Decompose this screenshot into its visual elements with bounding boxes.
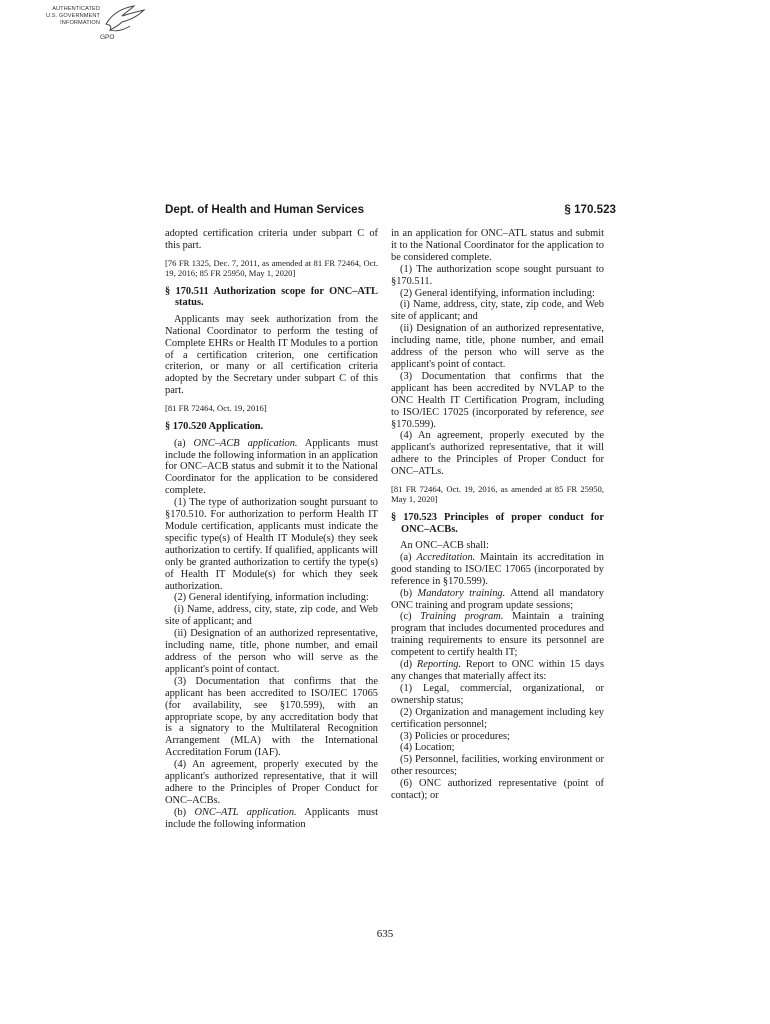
paragraph: (2) General identifying, information including: [400,287,595,299]
paragraph: (3) Policies or procedures; [400,730,510,742]
auth-line: INFORMATION [60,20,100,26]
source-note: [76 FR 1325, Dec. 7, 2011, as amended at 81 FR 72464, Oct. 19, 2016; 85 FR 25950, May 1, 2020] [165,257,378,278]
paragraph: (2) Organization and management including key certification personnel; [391,706,604,730]
see-reference: see [590,406,604,418]
text: Report to ONC within 15 days any changes that materially affect its: [391,659,604,682]
text: Maintain a training program that includes documented procedures and training requirements to ensure its personnel are competent to certify health IT; [391,611,604,659]
agency-name: Dept. of Health and Human Services [165,203,365,216]
auth-line: U.S. GOVERNMENT [45,13,100,19]
paragraph: (1) Legal, commercial, organizational, or ownership status; [391,682,604,706]
paragraph: (2) General identifying, information including: [174,592,369,604]
paragraph: (1) The type of authorization sought pursuant to §170.510. For authorization to perform Health IT Module certification, applicants must indicate the specific type(s) of Health IT Module(s) they seek authorization to certify. If qualified, applicants will only be granted authorization to certify the type(s) of Health IT Module(s) for which they seek authorization. [165,497,378,592]
paragraph [391,371,604,431]
text: Applicants must include the following information in an application for ONC–ACB status and submit it to the National Coordinator for the application to be considered complete. [165,437,378,497]
source-note: [81 FR 72464, Oct. 19, 2016, as amended at 85 FR 25950, May 1, 2020] [391,484,604,505]
paragraph: adopted certification criteria under subpart C of this part. [165,228,378,251]
text: Applicants must include the following information [165,806,378,830]
label: (d) [400,659,413,671]
paragraph: An ONC–ACB shall: [400,540,489,552]
paragraph [391,588,604,612]
paragraph: (6) ONC authorized representative (point of contact); or [391,778,604,802]
eagle-icon [104,4,148,36]
text: (3) Documentation that confirms that the applicant has been accredited by NVLAP to the ONC Health IT Certification Program, including to ISO/IEC 17025 (incorporated by reference, [391,370,604,418]
left-column [165,228,378,831]
paragraph: (4) An agreement, properly executed by the applicant's authorized representative, that it will adhere to the Principles of Proper Conduct for ONC–ATLs. [391,430,604,478]
paragraph [165,438,378,498]
paragraph-title: Reporting. [416,659,462,671]
authentication-text [8,6,100,27]
label: (b) [174,806,187,818]
label: (a) [174,437,186,449]
paragraph [391,611,604,659]
gpo-authentication-logo [8,4,148,48]
paragraph: (3) Documentation that confirms that the applicant has been accredited to ISO/IEC 17065 (for availability, see §170.599), with an appropriate scope, by any accreditation body that is a signatory to the Multilateral Recognition Arrangement (MLA) with the International Accreditation Forum (IAF). [165,675,378,759]
paragraph: (4) An agreement, properly executed by the applicant's authorized representative, that it will adhere to the Principles of Proper Conduct for ONC–ACBs. [165,759,378,806]
auth-line: AUTHENTICATED [52,6,100,12]
paragraph-title: ONC–ACB application. [193,437,298,449]
paragraph: (ii) Designation of an authorized representative, including name, title, phone number, and email address of the person who will serve as the applicant's point of contact. [165,628,378,675]
paragraph-title: Accreditation. [416,551,476,563]
label: (c) [400,611,412,623]
label: (b) [400,587,413,599]
label: (a) [400,551,412,563]
paragraph: (1) The authorization scope sought pursuant to §170.511. [391,263,604,287]
section-heading: § 170.511 Authorization scope for ONC–ATL status. [165,285,378,309]
text: §170.599). [391,418,437,430]
section-heading: § 170.523 Principles of proper conduct for ONC–ACBs. [391,512,604,535]
source-note: [81 FR 72464, Oct. 19, 2016] [165,403,267,414]
paragraph: (i) Name, address, city, state, zip code, and Web site of applicant; and [165,604,378,628]
paragraph-title: Mandatory training. [417,587,506,599]
right-column [391,228,604,802]
gpo-mark: GPO [100,34,115,41]
text: Attend all mandatory ONC training and program update sessions; [391,587,604,611]
paragraph: (4) Location; [400,742,455,754]
paragraph [165,807,378,831]
paragraph [391,659,604,683]
paragraph [391,552,604,588]
paragraph: Applicants may seek authorization from the National Coordinator to perform the testing of Complete EHRs or Health IT Modules to a portion of a certification criterion, one certification criterion, or many or all certification criteria adopted by the Secretary under subpart C of this part. [165,313,378,397]
paragraph: (i) Name, address, city, state, zip code, and Web site of applicant; and [391,299,604,323]
section-number: § 170.523 [564,203,616,216]
paragraph: (5) Personnel, facilities, working environment or other resources; [391,754,604,778]
page-number: 635 [376,928,394,940]
paragraph: (ii) Designation of an authorized representative, including name, title, phone number, and email address of the person who will serve as the applicant's point of contact. [391,323,604,370]
paragraph: in an application for ONC–ATL status and submit it to the National Coordinator for the application to be considered complete. [391,228,604,263]
paragraph-title: ONC–ATL application. [194,806,297,818]
paragraph-title: Training program. [420,611,504,623]
running-head [165,203,616,219]
text: Maintain its accreditation in good standing to ISO/IEC 17065 (incorporated by reference in §170.599). [391,551,604,587]
section-heading: § 170.520 Application. [165,421,264,433]
